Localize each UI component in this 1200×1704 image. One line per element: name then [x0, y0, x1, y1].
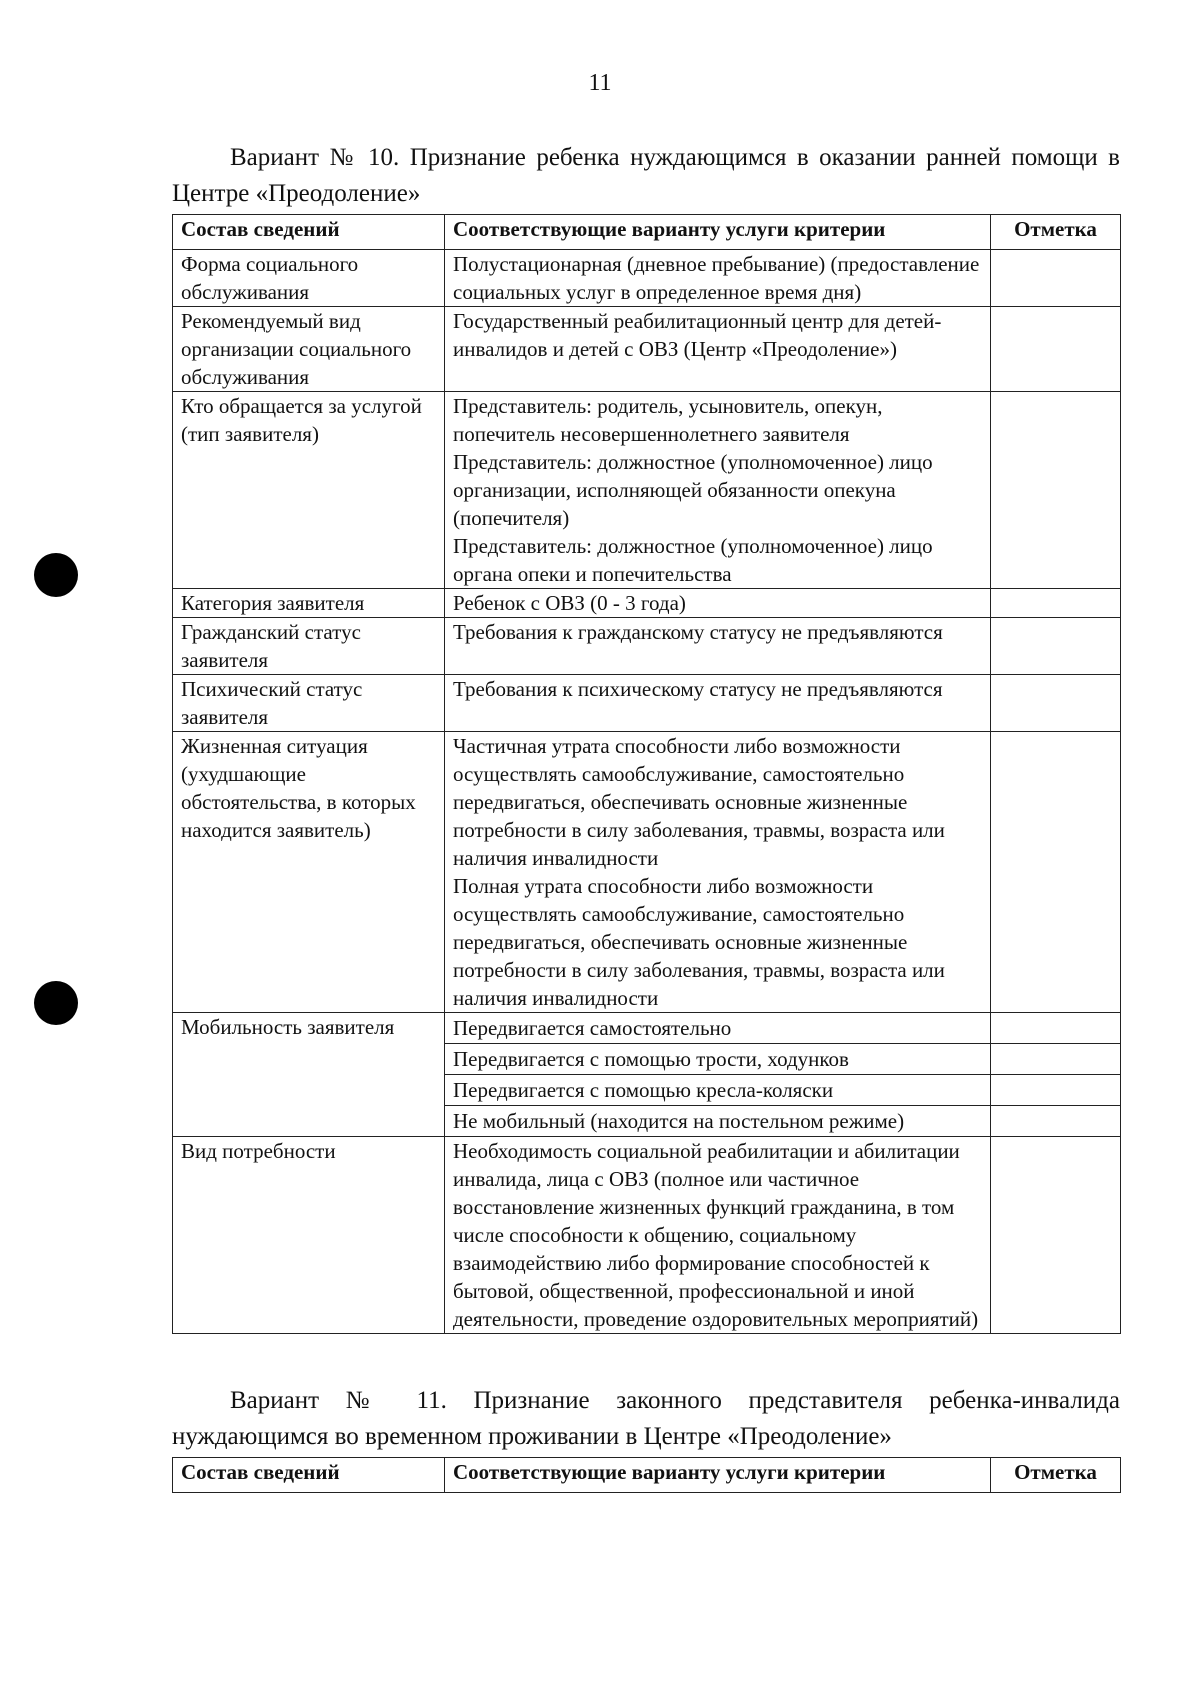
header-mark: Отметка	[991, 1458, 1121, 1493]
page-number: 11	[588, 70, 612, 96]
table-row	[173, 250, 1121, 307]
table-row	[173, 307, 1121, 392]
table-row	[173, 618, 1121, 675]
variant-11-table	[172, 1457, 1121, 1493]
row-label: Гражданский статус заявителя	[173, 618, 445, 675]
table-row	[173, 1137, 1121, 1334]
criteria-item: Представитель: должностное (уполномоченное) лицо организации, исполняющей обязанности опекуна (попечителя)	[453, 450, 933, 530]
row-label: Рекомендуемый вид организации социального обслуживания	[173, 307, 445, 392]
mobility-option: Передвигается с помощью кресла-коляски	[445, 1075, 991, 1106]
criteria-item: Полная утрата способности либо возможности осуществлять самообслуживание, самостоятельно передвигаться, обеспечивать основные жизненные потребности в силу заболевания, травмы, возраста или наличия инвалидности	[453, 874, 945, 1010]
mark-cell[interactable]	[991, 675, 1121, 732]
row-label: Жизненная ситуация (ухудшающие обстоятельства, в которых находится заявитель)	[173, 732, 445, 1013]
header-composition: Состав сведений	[173, 215, 445, 250]
criteria-item: Требования к психическому статусу не предъявляются	[453, 677, 943, 701]
criteria-item: Представитель: родитель, усыновитель, опекун, попечитель несовершеннолетнего заявителя	[453, 394, 883, 446]
row-criteria	[445, 307, 991, 392]
mark-cell[interactable]	[991, 1013, 1121, 1044]
mark-cell[interactable]	[991, 1044, 1121, 1075]
variant-10-heading	[172, 140, 1120, 212]
row-label: Вид потребности	[173, 1137, 445, 1334]
header-criteria: Соответствующие варианту услуги критерии	[445, 215, 991, 250]
mark-cell[interactable]	[991, 1075, 1121, 1106]
table-row	[173, 392, 1121, 589]
table-header-row	[173, 1458, 1121, 1493]
row-label: Форма социального обслуживания	[173, 250, 445, 307]
criteria-item: Частичная утрата способности либо возможности осуществлять самообслуживание, самостоятельно передвигаться, обеспечивать основные жизненные потребности в силу заболевания, травмы, возраста или наличия инвалидности	[453, 734, 945, 870]
row-criteria	[445, 589, 991, 618]
row-label: Кто обращается за услугой (тип заявителя)	[173, 392, 445, 589]
header-criteria: Соответствующие варианту услуги критерии	[445, 1458, 991, 1493]
table-row	[173, 589, 1121, 618]
variant-11-heading-text: Вариант № 11. Признание законного представителя ребенка-инвалида нуждающимся во временном проживании в Центре «Преодоление»	[172, 1387, 1120, 1450]
row-label: Категория заявителя	[173, 589, 445, 618]
mark-cell[interactable]	[991, 618, 1121, 675]
row-label: Психический статус заявителя	[173, 675, 445, 732]
variant-10-table	[172, 214, 1121, 1334]
row-criteria	[445, 732, 991, 1013]
mark-cell[interactable]	[991, 1137, 1121, 1334]
criteria-item: Представитель: должностное (уполномоченное) лицо органа опеки и попечительства	[453, 534, 933, 586]
criteria-item: Ребенок с ОВЗ (0 - 3 года)	[453, 591, 686, 615]
row-criteria	[445, 392, 991, 589]
mark-cell[interactable]	[991, 392, 1121, 589]
criteria-item: Требования к гражданскому статусу не предъявляются	[453, 620, 943, 644]
punch-hole-top	[34, 553, 78, 597]
mark-cell[interactable]	[991, 307, 1121, 392]
mobility-option: Не мобильный (находится на постельном режиме)	[445, 1106, 991, 1137]
row-criteria	[445, 250, 991, 307]
variant-10-heading-text: Вариант № 10. Признание ребенка нуждающимся в оказании ранней помощи в Центре «Преодоление»	[172, 144, 1120, 207]
criteria-item: Государственный реабилитационный центр для детей-инвалидов и детей с ОВЗ (Центр «Преодоление»)	[453, 309, 942, 361]
row-criteria	[445, 618, 991, 675]
row-label: Мобильность заявителя	[173, 1013, 445, 1137]
table-header-row	[173, 215, 1121, 250]
mark-cell[interactable]	[991, 250, 1121, 307]
table-row	[173, 675, 1121, 732]
variant-11-heading	[172, 1383, 1120, 1455]
mobility-option: Передвигается с помощью трости, ходунков	[445, 1044, 991, 1075]
mobility-option: Передвигается самостоятельно	[445, 1013, 991, 1044]
punch-hole-bottom	[34, 981, 78, 1025]
header-mark: Отметка	[991, 215, 1121, 250]
table-row	[173, 732, 1121, 1013]
row-criteria	[445, 675, 991, 732]
criteria-item: Полустационарная (дневное пребывание) (предоставление социальных услуг в определенное время дня)	[453, 252, 980, 304]
header-composition: Состав сведений	[173, 1458, 445, 1493]
mark-cell[interactable]	[991, 732, 1121, 1013]
table-row	[173, 1013, 1121, 1044]
mark-cell[interactable]	[991, 1106, 1121, 1137]
mark-cell[interactable]	[991, 589, 1121, 618]
row-criteria: Необходимость социальной реабилитации и абилитации инвалида, лица с ОВЗ (полное или частичное восстановление жизненных функций гражданина, в том числе способности к общению, социальному взаимодействию либо формирование способностей к бытовой, общественной, профессиональной и иной деятельности, проведение оздоровительных мероприятий)	[445, 1137, 991, 1334]
